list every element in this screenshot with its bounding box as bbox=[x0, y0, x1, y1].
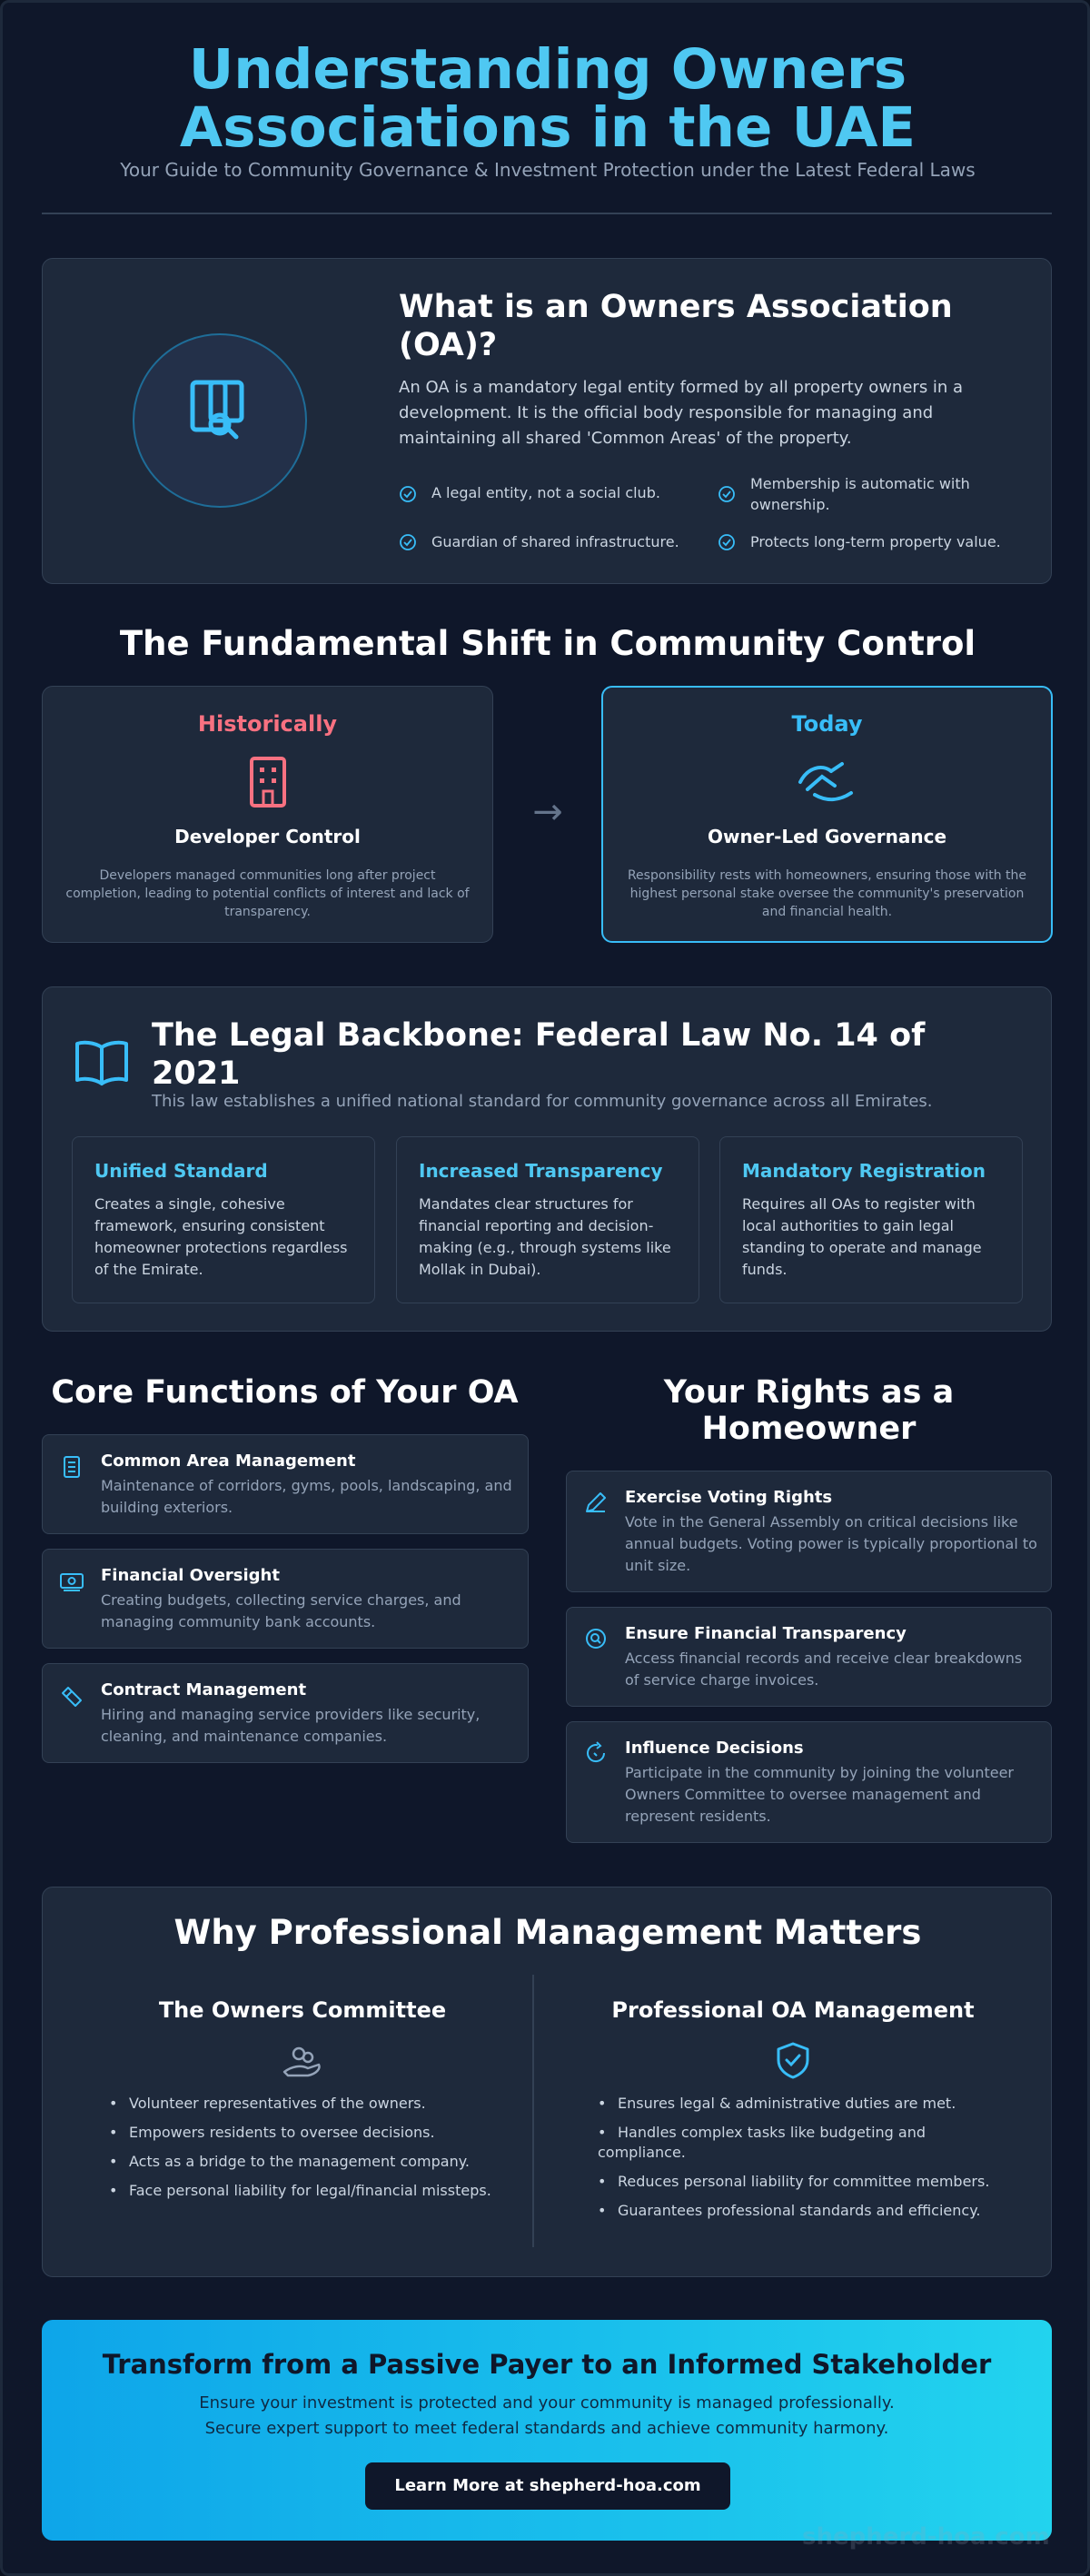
list-item: • Guarantees professional standards and efficiency. bbox=[598, 2202, 981, 2219]
book-icon bbox=[74, 1040, 130, 1087]
money-icon bbox=[59, 1571, 84, 1593]
legal-point-card: Mandatory Registration Requires all OAs to register with local authorities to gain legal standing to operate and manage funds. bbox=[719, 1136, 1023, 1303]
building-small-icon bbox=[61, 1455, 83, 1479]
header-divider bbox=[42, 213, 1052, 214]
legal-subtitle: This law establishes a unified national standard for community governance across all Emirates. bbox=[152, 1092, 933, 1111]
today-label: Today bbox=[791, 711, 863, 737]
committee-title: The Owners Committee bbox=[158, 1997, 447, 2023]
list-item: • Acts as a bridge to the management company. bbox=[109, 2153, 470, 2170]
pencil-icon bbox=[583, 1490, 609, 1515]
legal-point-card: Increased Transparency Mandates clear structures for financial reporting and decision- making (e.g., through systems like Mollak in Dubai). bbox=[396, 1136, 699, 1303]
handshake-icon bbox=[795, 755, 858, 809]
cta-line-1: Ensure your investment is protected and your community is managed professionally. bbox=[199, 2393, 895, 2413]
why-title: Why Professional Management Matters bbox=[173, 1913, 922, 1952]
list-item-continuation: compliance. bbox=[598, 2144, 686, 2161]
legal-point-card: Unified Standard Creates a single, cohesive framework, ensuring consistent homeowner protections regardless of the Emirate. bbox=[72, 1136, 375, 1303]
historic-heading: Developer Control bbox=[174, 826, 361, 847]
check-circle-icon bbox=[399, 485, 417, 503]
functions-title: Core Functions of Your OA bbox=[51, 1374, 519, 1411]
cta-title: Transform from a Passive Payer to an Informed Stakeholder bbox=[102, 2349, 992, 2380]
check-text: Protects long-term property value. bbox=[750, 533, 1001, 550]
right-card: Exercise Voting Rights Vote in the General Assembly on critical decisions like annual budgets. Voting power is typically proportional to unit size. bbox=[566, 1471, 1052, 1592]
learn-more-button[interactable]: Learn More at shepherd-hoa.com bbox=[365, 2462, 730, 2510]
building-icon bbox=[244, 755, 292, 809]
hand-coins-icon bbox=[281, 2043, 322, 2079]
check-text: Guardian of shared infrastructure. bbox=[431, 533, 679, 550]
magnifier-icon bbox=[583, 1626, 609, 1651]
list-item: • Handles complex tasks like budgeting and bbox=[598, 2124, 926, 2141]
why-divider bbox=[532, 1975, 534, 2247]
function-card: Contract Management Hiring and managing service providers like security, cleaning, and maintenance companies. bbox=[42, 1663, 529, 1763]
today-heading: Owner-Led Governance bbox=[707, 826, 947, 847]
document-user-icon bbox=[183, 377, 256, 450]
right-card: Ensure Financial Transparency Access financial records and receive clear breakdowns of service charge invoices. bbox=[566, 1607, 1052, 1707]
right-card: Influence Decisions Participate in the community by joining the volunteer Owners Committee to oversee management and represent residents. bbox=[566, 1721, 1052, 1843]
professional-list bbox=[594, 2094, 1012, 2230]
list-item: • Empowers residents to oversee decisions. bbox=[109, 2124, 435, 2141]
function-card: Common Area Management Maintenance of corridors, gyms, pools, landscaping, and building exteriors. bbox=[42, 1434, 529, 1534]
tools-icon bbox=[59, 1684, 84, 1709]
watermark: shepherd-hoa.com bbox=[802, 2523, 1050, 2551]
page-subtitle: Your Guide to Community Governance & Investment Protection under the Latest Federal Laws bbox=[120, 159, 976, 181]
page-title: Understanding Owners Associations in the UAE bbox=[179, 37, 917, 160]
function-card: Financial Oversight Creating budgets, collecting service charges, and managing community bank accounts. bbox=[42, 1549, 529, 1649]
rights-title: Your Rights as a Homeowner bbox=[663, 1374, 955, 1447]
check-circle-icon bbox=[399, 533, 417, 551]
check-circle-icon bbox=[718, 485, 736, 503]
historic-description: Developers managed communities long after project completion, leading to potential conflicts of interest and lack of transparency. bbox=[65, 868, 470, 919]
legal-title: The Legal Backbone: Federal Law No. 14 of 2021 bbox=[152, 1017, 926, 1092]
refresh-icon bbox=[583, 1740, 609, 1766]
today-description: Responsibility rests with homeowners, ensuring those with the highest personal stake oversee the community's preservation and financial health. bbox=[627, 868, 1027, 919]
shift-arrow: → bbox=[532, 791, 563, 833]
historic-label: Historically bbox=[197, 711, 338, 737]
cta-line-2: Secure expert support to meet federal standards and achieve community harmony. bbox=[204, 2419, 889, 2438]
what-is-oa-description: An OA is a mandatory legal entity formed by all property owners in a development. It is the official body responsible for managing and maintaining all shared 'Common Areas' of the property. bbox=[399, 378, 964, 448]
professional-title: Professional OA Management bbox=[611, 1997, 975, 2023]
check-circle-icon bbox=[718, 533, 736, 551]
check-text: Membership is automatic with ownership. bbox=[750, 475, 970, 513]
check-text: A legal entity, not a social club. bbox=[431, 484, 660, 501]
list-item: • Ensures legal & administrative duties are met. bbox=[598, 2095, 956, 2112]
committee-list bbox=[105, 2094, 514, 2210]
list-item: • Volunteer representatives of the owners. bbox=[109, 2095, 426, 2112]
list-item: • Face personal liability for legal/financial missteps. bbox=[109, 2182, 491, 2199]
what-is-oa-title: What is an Owners Association (OA)? bbox=[399, 289, 953, 363]
list-item: • Reduces personal liability for committee members. bbox=[598, 2173, 990, 2190]
shield-check-icon bbox=[773, 2040, 813, 2080]
shift-section-title: The Fundamental Shift in Community Control bbox=[119, 624, 976, 663]
